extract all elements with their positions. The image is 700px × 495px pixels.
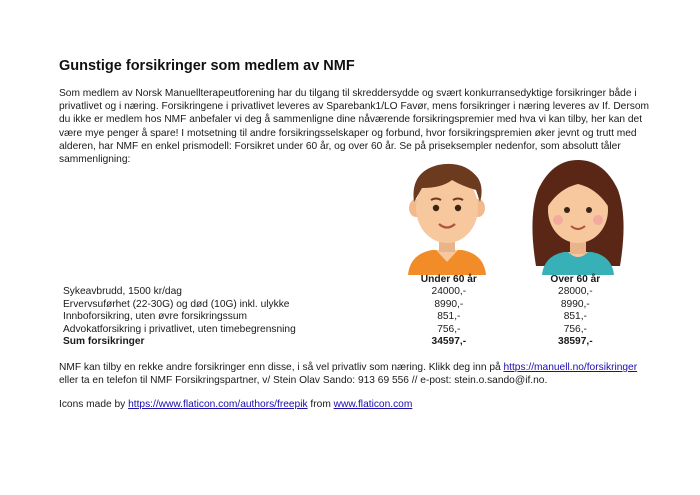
table-sum-row <box>59 336 639 348</box>
outro-text-after: eller ta en telefon til NMF Forsikringspartner, v/ Stein Olav Sando: 913 69 556 // e-post: stein.o.sando@if.no. <box>59 375 548 387</box>
sum-over-60: 38597,- <box>558 336 593 348</box>
sum-label: Sum forsikringer <box>63 336 145 348</box>
price-over-60: 28000,- <box>558 286 593 298</box>
table-row <box>59 311 639 323</box>
price-over-60: 851,- <box>563 311 587 323</box>
icon-credits <box>59 398 412 411</box>
outro-paragraph <box>59 361 659 387</box>
row-label: Sykeavbrudd, 1500 kr/dag <box>63 286 182 298</box>
boy-avatar-icon <box>402 158 492 275</box>
price-over-60: 8990,- <box>560 298 590 310</box>
column-header-under-60: Under 60 år <box>420 274 477 285</box>
row-label: Innboforsikring, uten øvre forsikringssum <box>63 311 248 323</box>
price-table <box>59 274 639 348</box>
freepik-link[interactable]: https://www.flaticon.com/authors/freepik <box>128 399 308 410</box>
price-under-60: 8990,- <box>434 298 464 310</box>
price-under-60: 24000,- <box>431 286 467 298</box>
price-over-60: 756,- <box>563 323 587 335</box>
table-row <box>59 299 639 311</box>
intro-paragraph: Som medlem av Norsk Manuellterapeutforening har du tilgang til skreddersydde og svært konkurransedyktige forsikringer både i privatlivet og i næring. Forsikringene i privatlivet leveres av Sparebank1/LO Favør, mens forsikringer i næring leveres av If. Dersom du ikke er medlem hos NMF anbefaler vi deg å sammenligne dine nåværende forsikringspremier med hva vi kan tilby, her kan det være mye penger å spare! I motsetning til andre forsikringsselskaper og forbund, hvor forsikringspremien øker jevnt og trutt med alderen, har NMF en enkel prismodell: Forsikret under 60 år, og over 60 år. Se på priseksempler nedenfor, som absolutt tåler sammenligning: <box>59 88 649 166</box>
price-under-60: 756,- <box>437 323 461 335</box>
table-row <box>59 324 639 336</box>
girl-avatar-icon <box>526 158 630 275</box>
insurance-link[interactable]: https://manuell.no/forsikringer <box>503 362 638 373</box>
column-header-over-60: Over 60 år <box>550 274 601 285</box>
sum-under-60: 34597,- <box>431 336 467 348</box>
row-label: Ervervsuførhet (22-30G) og død (10G) inkl. ulykke <box>63 298 290 310</box>
credits-prefix: Icons made by <box>59 399 129 410</box>
row-label: Advokatforsikring i privatlivet, uten timebegrensning <box>63 323 296 335</box>
outro-text-before: NMF kan tilby en rekke andre forsikringer enn disse, i så vel privatliv som næring. Klikk deg inn på <box>59 362 504 373</box>
price-under-60: 851,- <box>437 311 461 323</box>
credits-middle: from <box>307 399 334 410</box>
table-row <box>59 286 639 298</box>
page-title: Gunstige forsikringer som medlem av NMF <box>59 58 355 74</box>
table-header-row <box>59 274 639 286</box>
flaticon-link[interactable]: www.flaticon.com <box>333 399 413 410</box>
